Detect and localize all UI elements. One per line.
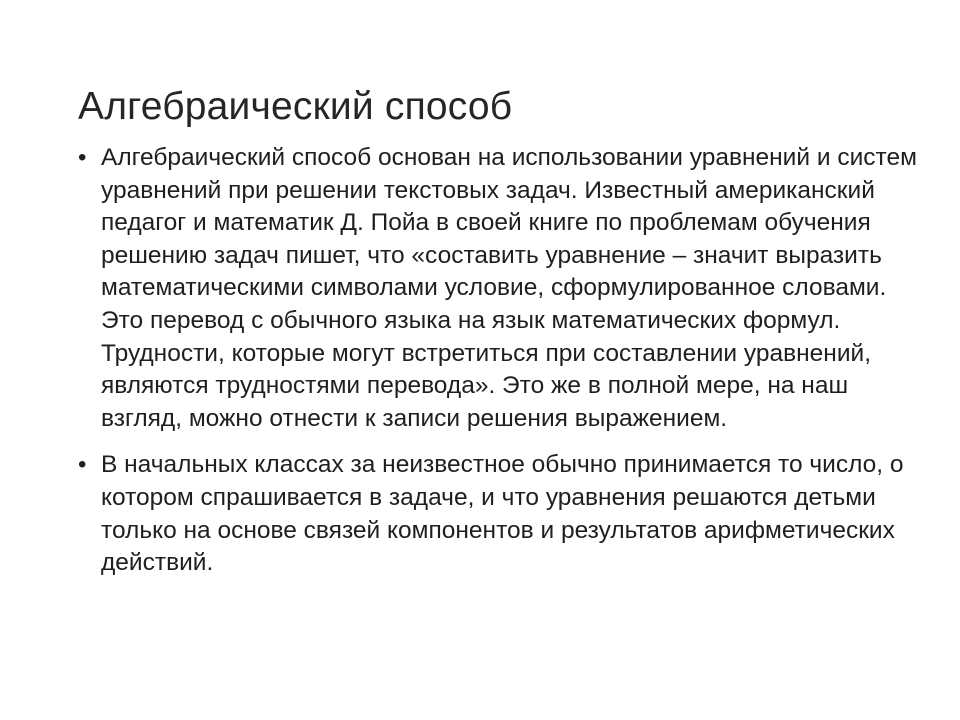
bullet-list (78, 142, 928, 594)
bullet-item-primary-classes (78, 449, 928, 579)
bullet-icon: • (78, 451, 87, 479)
bullet-text: Алгебраический способ основан на использовании уравнений и систем уравнений при решении текстовых задач. Известный американский педагог и математик Д. Пойа в своей книге по проблемам обучения решению задач пишет, что «составить уравнение – значит выразить математическими символами условие, сформулированное словами. Это перевод с обычного языка на язык математических формул. Трудности, которые могут встретиться при составлении уравнений, являются трудностями перевода». Это же в полной мере, на наш взгляд, можно отнести к записи решения выражением. (101, 144, 917, 432)
bullet-text: В начальных классах за неизвестное обычно принимается то число, о котором спрашивается в задаче, и что уравнения решаются детьми только на основе связей компонентов и результатов арифметических действий. (101, 451, 904, 577)
bullet-icon: • (78, 144, 87, 171)
bullet-item-algebraic-method (78, 142, 928, 435)
slide-title: Алгебраический способ (78, 85, 513, 128)
